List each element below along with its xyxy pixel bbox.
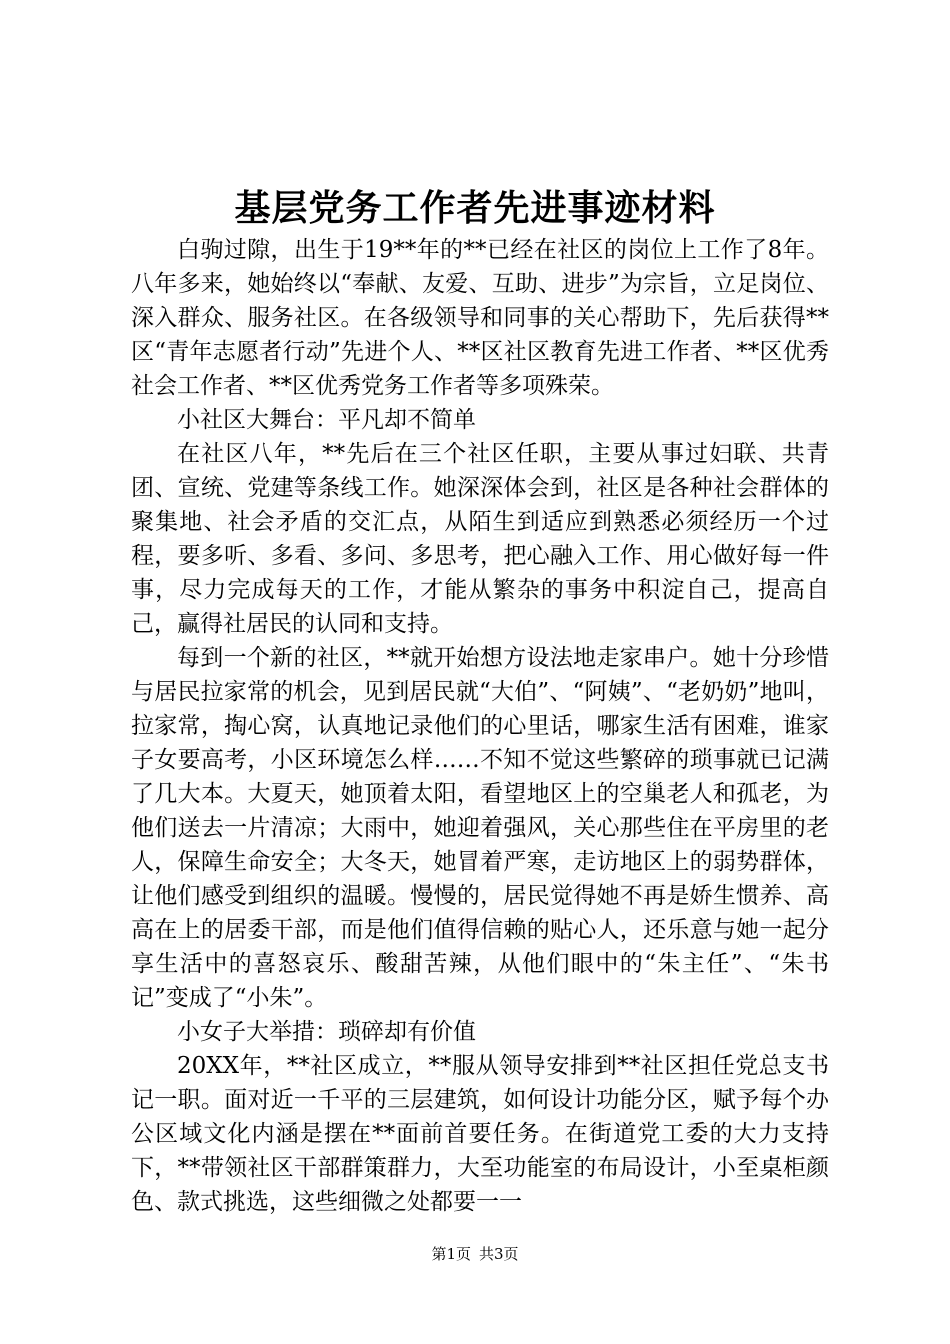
paragraph-community-years: 在社区八年，**先后在三个社区任职，主要从事过妇联、共青团、宣统、党建等条线工作。她深深体会到，社区是各种社会群体的聚集地、社会矛盾的交汇点，从陌生到适应到熟悉必须经历一个过程，要多听、多看、多问、多思考，把心融入工作、用心做好每一件事，尽力完成每天的工作，才能从繁杂的事务中积淀自己，提高自己，赢得社居民的认同和支持。: [131, 441, 829, 637]
page-total: 共3页: [479, 1245, 519, 1263]
section-heading-measures: 小女子大举措：琐碎却有价值: [177, 1019, 476, 1045]
page-number: 第1页: [431, 1245, 471, 1263]
document-title: 基层党务工作者先进事迹材料: [234, 187, 716, 229]
paragraph-new-community: 20XX年，**社区成立，**服从领导安排到**社区担任党总支书记一职。面对近一千平的三层建筑，如何设计功能分区，赋予每个办公区域文化内涵是摆在**面前首要任务。在街道党工委的大力支持下，**带领社区干部群策群力，大至功能室的布局设计，小至桌柜颜色、款式挑选，这些细微之处都要一一: [131, 1053, 829, 1215]
paragraph-door-to-door: 每到一个新的社区，**就开始想方设法地走家串户。她十分珍惜与居民拉家常的机会，见到居民就“大伯”、“阿姨”、“老奶奶”地叫，拉家常，掏心窝，认真地记录他们的心里话，哪家生活有困难，谁家子女要高考，小区环境怎么样……不知不觉这些繁碎的琐事就已记满了几大本。大夏天，她顶着太阳，看望地区上的空巢老人和孤老，为他们送去一片清凉；大雨中，她迎着强风，关心那些住在平房里的老人，保障生命安全；大冬天，她冒着严寒，走访地区上的弱势群体，让他们感受到组织的温暖。慢慢的，居民觉得她不再是娇生惯养、高高在上的居委干部，而是他们值得信赖的贴心人，还乐意与她一起分享生活中的喜怒哀乐、酸甜苦辣，从他们眼中的“朱主任”、“朱书记”变成了“小朱”。: [131, 645, 829, 1011]
document-body: [131, 233, 829, 1219]
page-footer: [0, 1244, 950, 1264]
section-heading-stage: 小社区大舞台：平凡却不简单: [177, 407, 476, 433]
paragraph-intro: 白驹过隙，出生于19**年的**已经在社区的岗位上工作了8年。八年多来，她始终以“奉献、友爱、互助、进步”为宗旨，立足岗位、深入群众、服务社区。在各级领导和同事的关心帮助下，先后获得**区“青年志愿者行动”先进个人、**区社区教育先进工作者、**区优秀社会工作者、**区优秀党务工作者等多项殊荣。: [131, 237, 829, 399]
